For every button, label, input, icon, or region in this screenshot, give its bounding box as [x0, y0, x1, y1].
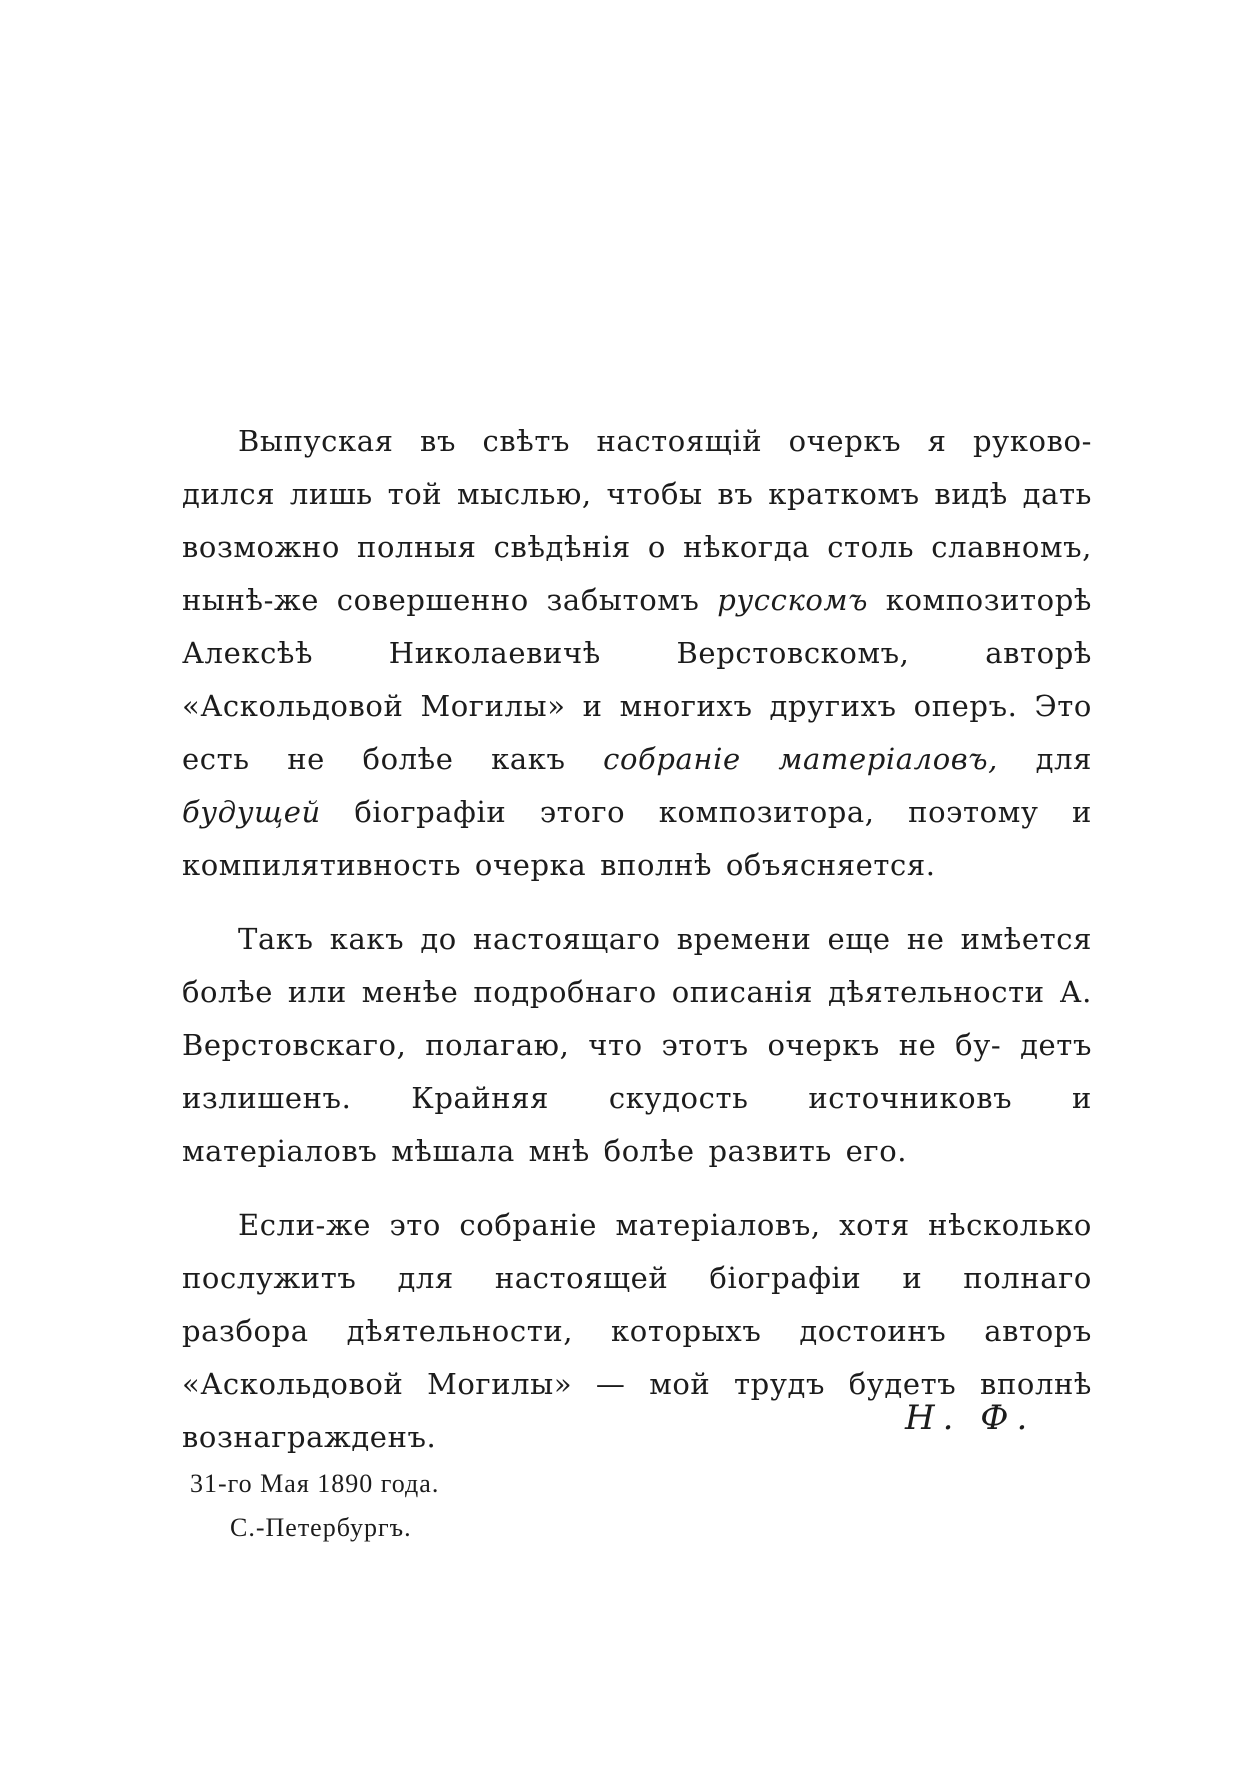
p1-line-1: Выпуская въ свѣтъ настоящій очеркъ я руково-	[238, 424, 1092, 458]
p1-line-8b-italic: будущей	[182, 795, 321, 829]
dateline	[190, 1462, 439, 1550]
p1-line-4b-italic: русскомъ	[717, 583, 869, 617]
p3-line-3: дѣятельности, которыхъ достоинъ авторъ «Аскольдовой	[182, 1314, 1092, 1401]
p1-line-9: компилятивность очерка вполнѣ объясняется.	[182, 848, 936, 882]
p1-line-4a: славномъ, нынѣ-же совершенно забытомъ	[182, 530, 1092, 617]
paragraph-1-last-line	[182, 839, 1092, 892]
date-text: 31-го Мая 1890 года.	[190, 1469, 440, 1498]
p2-line-3: А. Верстовскаго, полагаю, что этотъ очеркъ не бу-	[182, 975, 1093, 1062]
p3-line-1: Если-же это собраніе матеріаловъ, хотя нѣсколько	[238, 1208, 1092, 1242]
p3-line-4: Могилы» — мой трудъ будетъ вполнѣ вознагражденъ.	[182, 1367, 1092, 1454]
p1-line-2: дился лишь той мыслью, чтобы въ краткомъ видѣ	[182, 477, 1008, 511]
p1-line-7a: оперъ. Это есть не болѣе какъ	[182, 689, 1092, 776]
p2-line-1: Такъ какъ до настоящаго времени еще не имѣется	[238, 922, 1092, 956]
paragraph-2-last-line	[182, 1125, 1092, 1178]
p1-line-5: композиторѣ Алексѣѣ Николаевичѣ Верстовскомъ,	[182, 583, 1092, 670]
place-text: С.-Петербургъ.	[230, 1513, 412, 1542]
paragraph-2	[182, 913, 1092, 1125]
p3-line-2: послужитъ для настоящей біографіи и полнаго разбора	[182, 1261, 1092, 1348]
p1-line-8a: для	[1035, 742, 1092, 776]
p1-line-8c: біографіи этого композитора, поэтому и	[354, 795, 1092, 829]
p2-line-2: болѣе или менѣе подробнаго описанія дѣятельности	[182, 975, 1045, 1009]
p2-line-5: матеріаловъ мѣшала мнѣ болѣе развить его.	[182, 1134, 908, 1168]
author-signature: Н. Ф.	[905, 1398, 1036, 1438]
p1-line-6: авторѣ «Аскольдовой Могилы» и многихъ другихъ	[182, 636, 1092, 723]
p2-line-4: детъ излишенъ. Крайняя скудость источниковъ и	[182, 1028, 1092, 1115]
p1-line-7b-italic: собраніе матеріаловъ,	[603, 742, 998, 776]
preface-text	[182, 415, 1092, 1464]
p1-line-3: дать возможно полныя свѣдѣнія о нѣкогда столь	[182, 477, 1092, 564]
paragraph-1	[182, 415, 1092, 839]
